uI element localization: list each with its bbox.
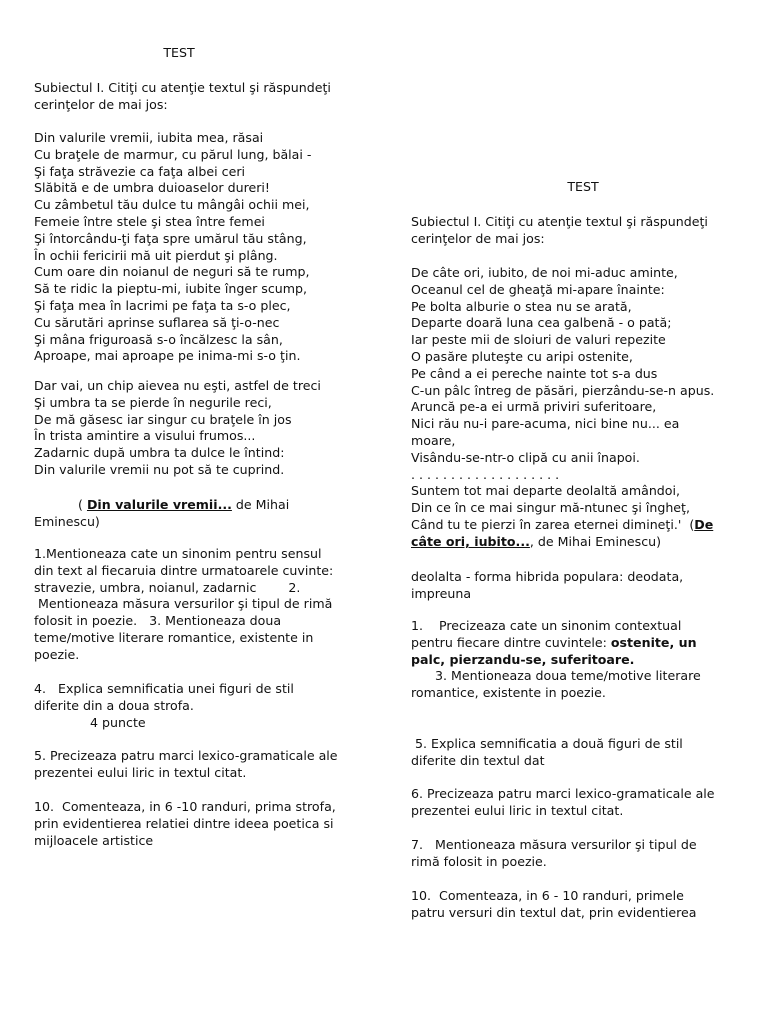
poem-title-link[interactable]: Din valurile vremii... xyxy=(86,497,232,512)
question-line: romantice, existente in poezie. xyxy=(411,685,606,701)
question-line: 7. Mentioneaza măsura versurilor şi tipul de xyxy=(411,837,697,852)
question-line: diferite din textul dat xyxy=(411,752,545,768)
citation-author: Eminescu) xyxy=(34,513,100,529)
poem-title-link-start[interactable]: De xyxy=(694,516,714,532)
poem-line: Departe doară luna cea galbenă - o pată; xyxy=(411,315,672,331)
poem-ellipsis: . . . . . . . . . . . . . . . . . . . xyxy=(411,466,560,482)
poem-line: Cu braţele de marmur, cu părul lung, bălai - xyxy=(34,146,312,162)
left-question-10 xyxy=(34,799,370,849)
poem-line: C-un pâlc întreg de păsări, pierzându-se-n apus. xyxy=(411,382,715,398)
poem-line: Şi faţa mea în lacrimi pe faţa ta s-o plec, xyxy=(34,297,291,313)
right-question-10 xyxy=(411,888,751,922)
poem-line: Visându-se-ntr-o clipă cu anii înapoi. xyxy=(411,449,640,465)
question-line xyxy=(411,635,751,652)
right-intro-line: cerinţelor de mai jos: xyxy=(411,230,545,246)
left-question-4 xyxy=(34,681,370,731)
question-line: 5. Precizeaza patru marci lexico-gramaticale ale xyxy=(34,748,338,763)
question-line: 6. Precizeaza patru marci lexico-gramaticale ale xyxy=(411,786,715,801)
left-title: TEST xyxy=(163,45,195,60)
poem-line: Şi faţa străvezie ca faţa albei ceri xyxy=(34,163,246,179)
question-line: Mentioneaza măsura versurilor şi tipul de rimă xyxy=(34,596,333,612)
right-question-7 xyxy=(411,837,751,871)
question-text: pentru fiecare dintre cuvintele: xyxy=(411,634,611,650)
poem-line: Şi întorcându-ţi faţa spre umărul tău stâng, xyxy=(34,230,307,246)
question-line: 10. Comenteaza, in 6 - 10 randuri, primele xyxy=(411,888,684,903)
poem-last-text: Când tu te pierzi în zarea eternei dimineţi.' ( xyxy=(411,516,695,532)
right-intro xyxy=(411,214,751,248)
question-line: 4 puncte xyxy=(34,714,146,730)
poem-line: Dar vai, un chip aievea nu eşti, astfel de treci xyxy=(34,378,321,393)
right-question-5 xyxy=(411,736,751,770)
poem-line: Să te ridic la pieptu-mi, iubite înger scump, xyxy=(34,281,307,297)
left-stanza-1 xyxy=(34,130,370,365)
question-line: prin evidentierea relatiei dintre ideea poetica si xyxy=(34,815,334,831)
question-line: prezentei eului liric in textul citat. xyxy=(411,802,624,818)
poem-line: Femeie între stele şi stea între femei xyxy=(34,213,265,229)
poem-line: De câte ori, iubito, de noi mi-aduc aminte, xyxy=(411,265,678,280)
question-line: din text al fiecaruia dintre urmatoarele cuvinte: xyxy=(34,562,334,578)
poem-line: O pasăre pluteşte cu aripi ostenite, xyxy=(411,348,633,364)
question-line: 1.Mentioneaza cate un sinonim pentru sensul xyxy=(34,546,322,561)
poem-line: Pe când a ei pereche nainte tot s-a dus xyxy=(411,365,658,381)
left-intro-line: cerinţelor de mai jos: xyxy=(34,96,168,112)
poem-line: moare, xyxy=(411,432,456,448)
question-line: stravezie, umbra, noianul, zadarnic 2. xyxy=(34,579,301,595)
poem-line: Din ce în ce mai singur mă-ntunec şi îngheţ, xyxy=(411,500,690,516)
question-line: rimă folosit in poezie. xyxy=(411,853,547,869)
question-line: 3. Mentioneaza doua teme/motive literare xyxy=(411,668,701,684)
gloss-line: impreuna xyxy=(411,585,472,601)
citation-line xyxy=(411,534,751,551)
question-line: teme/motive literare romantice, existente in xyxy=(34,629,314,645)
poem-line: Cu sărutări aprinse suflarea să ţi-o-nec xyxy=(34,314,280,330)
poem-line: În ochii fericirii mă uit pierdut şi plâng. xyxy=(34,247,278,263)
left-stanza-2 xyxy=(34,378,370,479)
poem-line: Iar peste mii de sloiuri de valuri repezite xyxy=(411,332,666,348)
left-intro-line: Subiectul I. Citiţi cu atenţie textul şi răspundeţi xyxy=(34,80,331,95)
right-intro-line: Subiectul I. Citiţi cu atenţie textul şi răspundeţi xyxy=(411,214,708,229)
question-line: folosit in poezie. 3. Mentioneaza doua xyxy=(34,613,282,629)
poem-line: Aproape, mai aproape pe inima-mi s-o ţin. xyxy=(34,348,301,364)
question-line: patru versuri din textul dat, prin evidentierea xyxy=(411,904,697,920)
citation-prefix: ( xyxy=(78,497,87,512)
poem-line: În trista amintire a visului frumos... xyxy=(34,428,256,444)
question-line: prezentei eului liric in textul citat. xyxy=(34,764,247,780)
poem-line: Nici rău nu-i pare-acuma, nici bine nu... ea xyxy=(411,416,680,432)
poem-line: Oceanul cel de gheaţă mi-apare înainte: xyxy=(411,281,665,297)
question-line: 5. Explica semnificatia a două figuri de stil xyxy=(411,736,683,751)
poem-line: Şi mâna friguroasă s-o încălzesc la sân, xyxy=(34,331,283,347)
poem-line: Din valurile vremii nu pot să te cuprind. xyxy=(34,461,285,477)
question-line: 10. Comenteaza, in 6 -10 randuri, prima strofa, xyxy=(34,799,336,814)
right-question-6 xyxy=(411,786,751,820)
question-line: 4. Explica semnificatia unei figuri de stil xyxy=(34,681,294,696)
poem-line: De mă găsesc iar singur cu braţele în jos xyxy=(34,411,292,427)
left-question-1 xyxy=(34,546,370,664)
question-line: 1. Precizeaza cate un sinonim contextual xyxy=(411,618,682,633)
poem-line: Cu zâmbetul tău dulce tu mângâi ochii mei, xyxy=(34,197,310,213)
question-line: diferite din a doua strofa. xyxy=(34,697,194,713)
left-citation xyxy=(34,497,370,531)
right-title: TEST xyxy=(567,179,599,194)
gloss-line: deolalta - forma hibrida populara: deodata, xyxy=(411,569,684,584)
question-line: poezie. xyxy=(34,646,80,662)
poem-last-line xyxy=(411,517,751,534)
poem-title-link-end[interactable]: câte ori, iubito... xyxy=(411,533,530,549)
question-line: mijloacele artistice xyxy=(34,832,154,848)
right-gloss xyxy=(411,569,751,603)
poem-line: Aruncă pe-a ei urmă priviri suferitoare, xyxy=(411,399,657,415)
right-poem xyxy=(411,265,751,551)
poem-line: Cum oare din noianul de neguri să te rump, xyxy=(34,264,310,280)
poem-line: Zadarnic după umbra ta dulce le întind: xyxy=(34,445,285,461)
question-keywords: palc, pierzandu-se, suferitoare. xyxy=(411,651,635,667)
citation-line xyxy=(34,497,370,514)
left-intro xyxy=(34,80,370,114)
citation-suffix: de Mihai xyxy=(231,497,290,512)
poem-line: Pe bolta alburie o stea nu se arată, xyxy=(411,298,632,314)
left-question-5 xyxy=(34,748,370,782)
poem-line: Slăbită e de umbra duioaselor dureri! xyxy=(34,180,270,196)
right-question-1 xyxy=(411,618,751,702)
question-keywords: ostenite, un xyxy=(610,634,697,650)
poem-line: Suntem tot mai departe deolaltă amândoi, xyxy=(411,483,681,499)
poem-line: Şi umbra ta se pierde în negurile reci, xyxy=(34,394,272,410)
poem-line: Din valurile vremii, iubita mea, răsai xyxy=(34,130,264,145)
citation-author: , de Mihai Eminescu) xyxy=(529,533,662,549)
